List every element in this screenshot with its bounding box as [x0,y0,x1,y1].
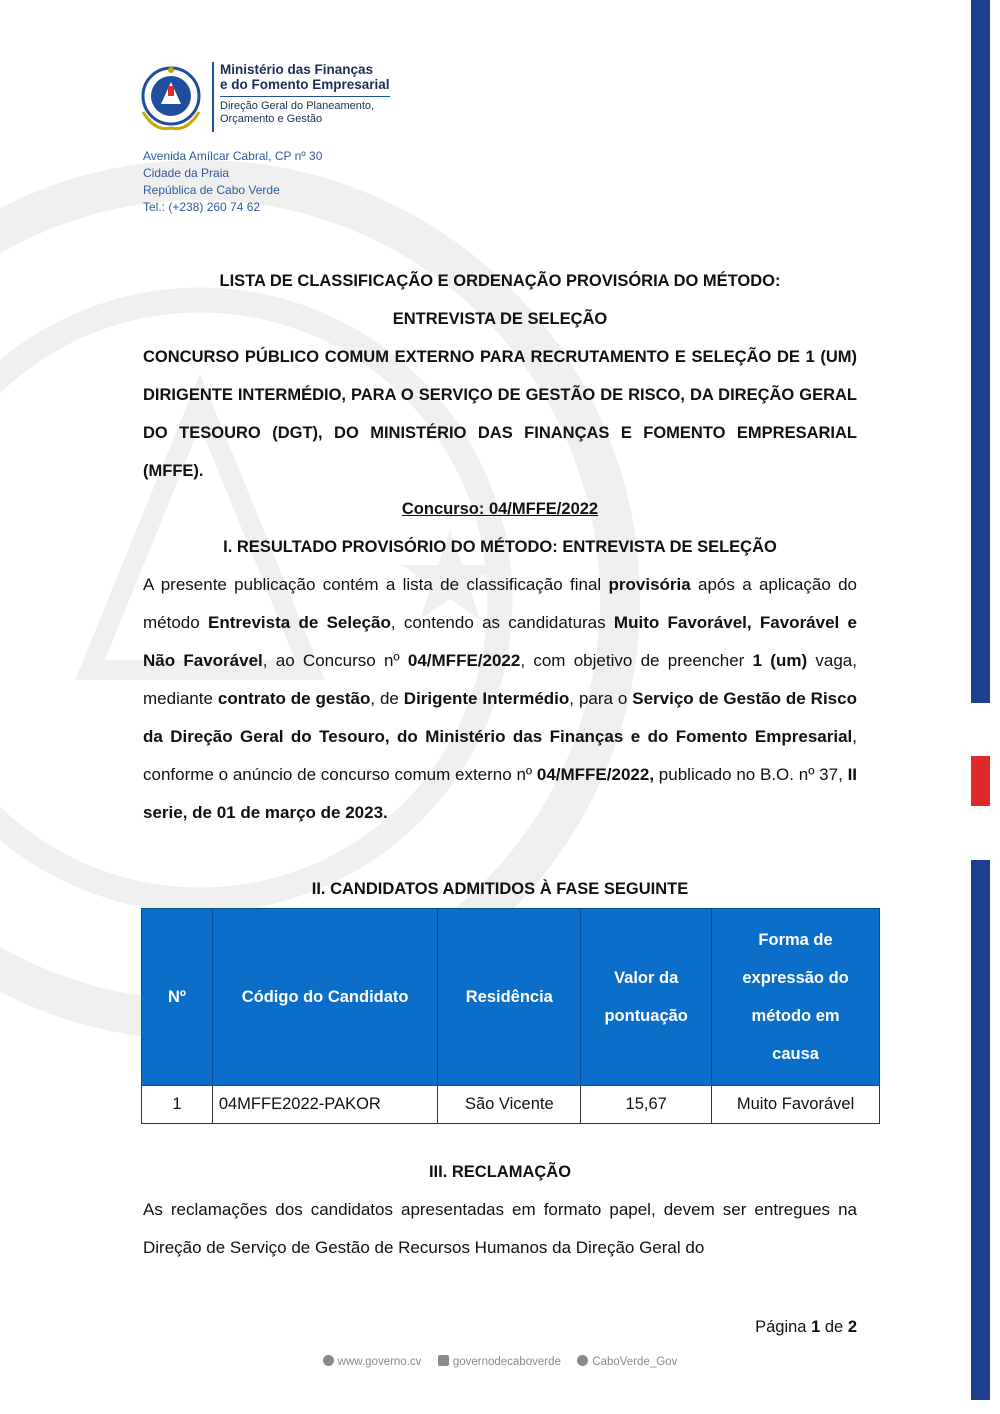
table-header-row [142,909,880,1086]
document-title-body: CONCURSO PÚBLICO COMUM EXTERNO PARA RECRUTAMENTO E SELEÇÃO DE 1 (UM) DIRIGENTE INTERMÉDIO, PARA O SERVIÇO DE GESTÃO DE RISCO, DA DIREÇÃO GERAL DO TESOURO (DGT), DO MINISTÉRIO DAS FINANÇAS E FOMENTO EMPRESARIAL (MFFE). [143,348,857,480]
facebook-icon [438,1355,449,1366]
cell-form: Muito Favorável [712,1086,880,1124]
col-header-no: Nº [142,909,213,1086]
edge-bar-blue-bottom [971,860,990,1400]
concurso-reference: Concurso: 04/MFFE/2022 [401,500,599,518]
edge-bar-blue-top [971,0,990,703]
section3-paragraph: As reclamações dos candidatos apresentadas em formato papel, devem ser entregues na Direção de Serviço de Gestão de Recursos Humanos da Direção Geral do [143,1200,857,1257]
main-content [143,262,857,908]
section3 [143,1153,857,1267]
col-header-form: Forma de expressão do método em causa [712,909,880,1086]
department-name [220,96,390,126]
document-title-line1: LISTA DE CLASSIFICAÇÃO E ORDENAÇÃO PROVISÓRIA DO MÉTODO: [219,272,781,290]
section1-heading: I. RESULTADO PROVISÓRIO DO MÉTODO: ENTREVISTA DE SELEÇÃO [223,538,777,556]
col-header-residence: Residência [438,909,581,1086]
footer-website[interactable]: www.governo.cv [337,1356,422,1368]
coat-of-arms-logo [135,62,207,134]
candidates-table [141,908,880,1124]
cell-residence: São Vicente [438,1086,581,1124]
department-line1: Direção Geral do Planeamento, [220,100,375,112]
ministry-header [212,62,390,132]
section1-paragraph: A presente publicação contém a lista de classificação final provisória após a aplicação do método Entrevista de Seleção, contendo as candidaturas Muito Favorável, Favorável e Não Favorável, ao Concurso nº 04/MFFE/2022, com objetivo de preencher 1 (um) vaga, mediante contrato de gestão, de Dirigente Intermédio, para o Serviço de Gestão de Risco da Direção Geral do Tesouro, do Ministério das Finanças e do Fomento Empresarial, conforme o anúncio de concurso comum externo nº 04/MFFE/2022, publicado no B.O. nº 37, II serie, de 01 de março de 2023. [143,575,858,822]
footer [0,1355,1000,1368]
address-line2: Cidade da Praia [143,166,230,180]
address-line4: Tel.: (+238) 260 74 62 [143,200,261,214]
footer-twitter[interactable]: CaboVerde_Gov [592,1356,678,1368]
cell-no: 1 [142,1086,213,1124]
ministry-name-line2: e do Fomento Empresarial [220,77,390,92]
cell-score: 15,67 [581,1086,712,1124]
cell-code: 04MFFE2022-PAKOR [212,1086,438,1124]
section2-heading: II. CANDIDATOS ADMITIDOS À FASE SEGUINTE [311,880,689,898]
document-title-line2: ENTREVISTA DE SELEÇÃO [392,310,608,328]
department-line2: Orçamento e Gestão [220,113,323,125]
col-header-code: Código do Candidato [212,909,438,1086]
address-line3: República de Cabo Verde [143,183,280,197]
address-line1: Avenida Amílcar Cabral, CP nº 30 [143,149,323,163]
table-row [142,1086,880,1124]
address-block [143,148,322,216]
section3-heading: III. RECLAMAÇÃO [428,1163,572,1181]
twitter-icon [577,1355,588,1366]
globe-icon [323,1355,334,1366]
col-header-score: Valor da pontuação [581,909,712,1086]
edge-bar-red [971,756,990,806]
page-number: Página 1 de 2 [755,1318,857,1336]
footer-facebook[interactable]: governodecaboverde [452,1356,561,1368]
ministry-name-line1: Ministério das Finanças [220,62,374,77]
